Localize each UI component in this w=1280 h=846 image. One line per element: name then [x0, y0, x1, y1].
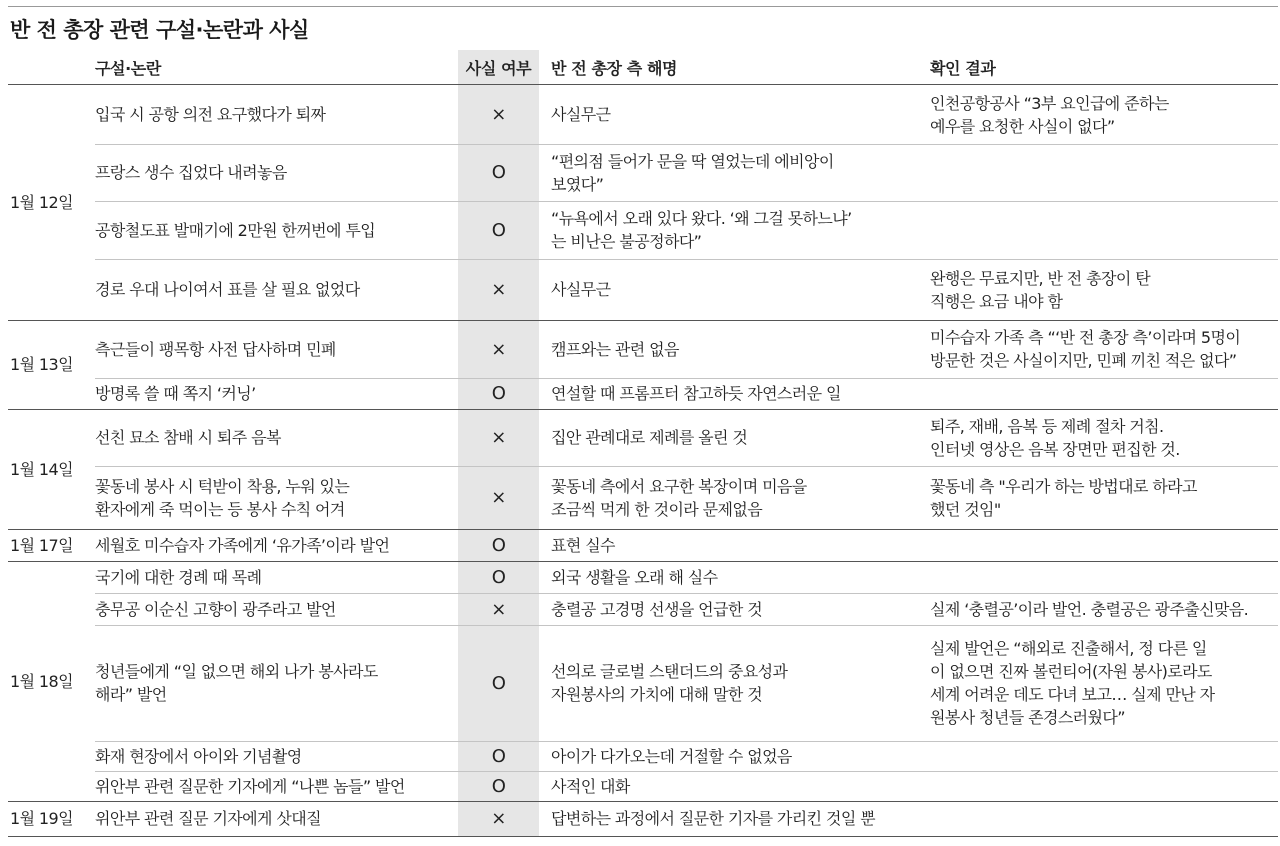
claim-cell [95, 201, 455, 259]
text-line: 위안부 관련 질문한 기자에게 “나쁜 놈들” 발언 [95, 776, 405, 796]
explanation-cell [551, 771, 921, 801]
text-line: 방문한 것은 사실이지만, 민폐 끼친 적은 없다” [930, 351, 1237, 370]
verification-cell [930, 144, 1275, 201]
fact-mark: × [491, 104, 506, 125]
row-divider [95, 593, 1278, 594]
fact-mark: × [491, 487, 506, 508]
date-cell: 1월 17일 [10, 535, 73, 555]
claim-cell [95, 741, 455, 771]
fact-mark: × [491, 598, 506, 620]
verification-cell [930, 741, 1275, 771]
text-line: 직행은 요금 내야 함 [930, 291, 1063, 311]
date-cell: 1월 13일 [10, 355, 73, 374]
text-line: 캠프와는 관련 없음 [551, 339, 679, 359]
text-line: 꽃동네 측 "우리가 하는 방법대로 하라고 [930, 476, 1197, 496]
text-line: 화재 현장에서 아이와 기념촬영 [95, 746, 302, 766]
text-line: 외국 생활을 오래 해 실수 [551, 567, 718, 587]
text-line: 원봉사 청년들 존경스러웠다” [930, 708, 1125, 727]
row-divider [95, 378, 1278, 379]
text-line: 답변하는 과정에서 질문한 기자를 가리킨 것일 뿐 [551, 809, 876, 828]
text-line: 보였다” [551, 174, 604, 194]
header-explanation: 반 전 총장 측 해명 [551, 59, 678, 78]
claim-cell [95, 144, 455, 201]
text-line: 충무공 이순신 고향이 광주라고 발언 [95, 599, 336, 619]
text-line: 해라” 발언 [95, 685, 167, 704]
explanation-cell [551, 85, 921, 144]
text-line: 측근들이 팽목항 사전 답사하며 민폐 [95, 339, 336, 359]
text-line: 선의로 글로벌 스탠더드의 중요성과 [551, 662, 788, 681]
text-line: 충렬공 고경명 선생을 언급한 것 [551, 599, 763, 619]
row-divider [95, 771, 1278, 772]
date-cell: 1월 19일 [10, 809, 73, 828]
verification-cell [930, 625, 1275, 741]
explanation-cell [551, 201, 921, 259]
text-line: 예우를 요청한 사실이 없다” [930, 116, 1115, 136]
claim-cell [95, 529, 455, 561]
claim-cell [95, 259, 455, 320]
row-divider [95, 466, 1278, 467]
verification-cell [930, 201, 1275, 259]
row-divider [95, 741, 1278, 742]
fact-mark: × [491, 427, 506, 448]
row-divider [95, 625, 1278, 626]
text-line: 위안부 관련 질문 기자에게 삿대질 [95, 809, 321, 828]
verification-cell [930, 409, 1275, 466]
text-line: 실제 ‘충렬공’이라 발언. 충렬공은 광주출신맞음. [930, 599, 1249, 619]
fact-mark: × [491, 338, 506, 360]
explanation-cell [551, 466, 921, 529]
text-line: 청년들에게 “일 없으면 해외 나가 봉사라도 [95, 662, 378, 681]
text-line: 입국 시 공항 의전 요구했다가 퇴짜 [95, 105, 326, 124]
claim-cell [95, 625, 455, 741]
verification-cell [930, 85, 1275, 144]
row-divider [95, 259, 1278, 260]
text-line: 환자에게 죽 먹이는 등 봉사 수칙 어겨 [95, 499, 345, 519]
text-line: 집안 관례대로 제례를 올린 것 [551, 428, 748, 447]
text-line: “편의점 들어가 문을 딱 열었는데 에비앙이 [551, 151, 834, 171]
claim-cell [95, 771, 455, 801]
date-cell: 1월 14일 [10, 459, 73, 479]
text-line: 조금씩 먹게 한 것이라 문제없음 [551, 499, 763, 519]
group-divider [8, 801, 1278, 802]
date-cell: 1월 18일 [10, 671, 73, 691]
claim-cell [95, 378, 455, 409]
claim-cell [95, 801, 455, 836]
text-line: 실제 발언은 “해외로 진출해서, 정 다른 일 [930, 639, 1207, 658]
text-line: 표현 실수 [551, 535, 615, 555]
page-title: 반 전 총장 관련 구설·논란과 사실 [10, 18, 309, 42]
explanation-cell [551, 593, 921, 625]
explanation-cell [551, 801, 921, 836]
text-line: 아이가 다가오는데 거절할 수 없었음 [551, 746, 792, 766]
claim-cell [95, 320, 455, 378]
text-line: 미수습자 가족 측 “‘반 전 총장 측’이라며 5명이 [930, 328, 1241, 347]
explanation-cell [551, 409, 921, 466]
text-line: 세월호 미수습자 가족에게 ‘유가족’이라 발언 [95, 535, 390, 555]
text-line: 국기에 대한 경례 때 목례 [95, 567, 262, 587]
row-divider [95, 201, 1278, 202]
explanation-cell [551, 259, 921, 320]
text-line: 퇴주, 재배, 음복 등 제례 절차 거침. [930, 416, 1164, 436]
header-fact: 사실 여부 [465, 59, 532, 78]
bottom-rule [8, 836, 1278, 837]
text-line: 는 비난은 불공정하다” [551, 232, 702, 251]
group-divider [8, 409, 1278, 410]
explanation-cell [551, 625, 921, 741]
text-line: 경로 우대 나이여서 표를 살 필요 없었다 [95, 280, 360, 299]
verification-cell [930, 771, 1275, 801]
fact-mark: O [491, 775, 506, 797]
verification-cell [930, 259, 1275, 320]
text-line: 꽃동네 봉사 시 턱받이 착용, 누워 있는 [95, 476, 350, 496]
group-divider [8, 320, 1278, 321]
text-line: 인터넷 영상은 음복 장면만 편집한 것. [930, 439, 1180, 459]
explanation-cell [551, 320, 921, 378]
fact-mark: O [491, 162, 506, 183]
text-line: 사실무근 [551, 280, 611, 299]
fact-mark: O [491, 566, 506, 588]
verification-cell [930, 320, 1275, 378]
fact-mark: O [491, 219, 506, 241]
fact-mark: O [491, 534, 506, 556]
text-line: 했던 것임" [930, 499, 1001, 519]
fact-mark: × [491, 808, 506, 829]
explanation-cell [551, 741, 921, 771]
explanation-cell [551, 529, 921, 561]
header-verification: 확인 결과 [930, 59, 996, 78]
text-line: 자원봉사의 가치에 대해 말한 것 [551, 685, 763, 704]
text-line: 연설할 때 프롬프터 참고하듯 자연스러운 일 [551, 384, 841, 403]
group-divider [8, 561, 1278, 562]
top-rule [8, 6, 1278, 7]
verification-cell [930, 593, 1275, 625]
claim-cell [95, 466, 455, 529]
text-line: “뉴욕에서 오래 있다 왔다. ‘왜 그걸 못하느냐’ [551, 209, 852, 228]
verification-cell [930, 801, 1275, 836]
explanation-cell [551, 378, 921, 409]
claim-cell [95, 561, 455, 593]
text-line: 사실무근 [551, 105, 611, 124]
explanation-cell [551, 561, 921, 593]
fact-mark: O [491, 745, 506, 767]
verification-cell [930, 561, 1275, 593]
text-line: 선친 묘소 참배 시 퇴주 음복 [95, 428, 281, 447]
text-line: 사적인 대화 [551, 776, 630, 796]
text-line: 프랑스 생수 집었다 내려놓음 [95, 163, 287, 182]
text-line: 이 없으면 진짜 볼런티어(자원 봉사)로라도 [930, 662, 1212, 681]
group-divider [8, 529, 1278, 530]
text-line: 방명록 쓸 때 쪽지 ‘커닝’ [95, 384, 256, 403]
fact-mark: O [491, 383, 506, 404]
row-divider [95, 144, 1278, 145]
text-line: 꽃동네 측에서 요구한 복장이며 미음을 [551, 476, 807, 496]
text-line: 인천공항공사 “3부 요인급에 준하는 [930, 93, 1169, 113]
verification-cell [930, 378, 1275, 409]
text-line: 완행은 무료지만, 반 전 총장이 탄 [930, 268, 1151, 288]
header-claim: 구설·논란 [95, 59, 161, 78]
text-line: 공항철도표 발매기에 2만원 한꺼번에 투입 [95, 220, 376, 240]
text-line: 세계 어려운 데도 다녀 보고… 실제 만난 자 [930, 685, 1215, 704]
verification-cell [930, 466, 1275, 529]
fact-mark: × [491, 279, 506, 300]
explanation-cell [551, 144, 921, 201]
verification-cell [930, 529, 1275, 561]
claim-cell [95, 593, 455, 625]
claim-cell [95, 409, 455, 466]
claim-cell [95, 85, 455, 144]
date-cell: 1월 12일 [10, 193, 73, 212]
fact-mark: O [491, 672, 506, 694]
